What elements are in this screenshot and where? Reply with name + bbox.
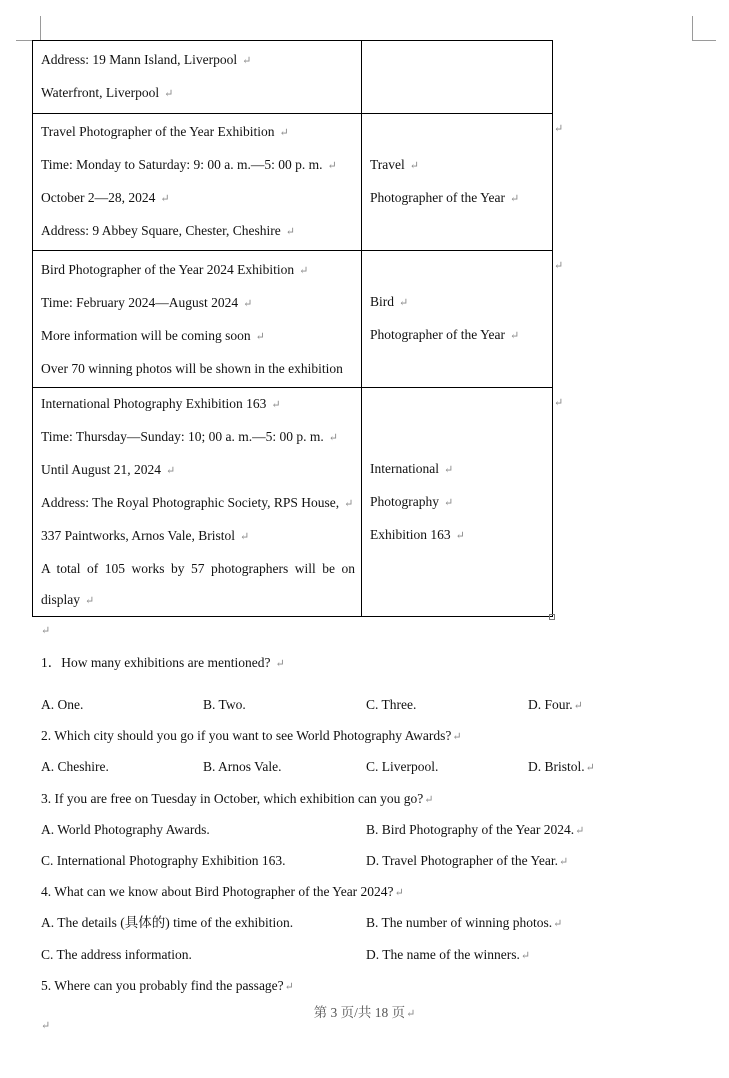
exhibition-info-line: October 2—28, 2024 ↵ — [41, 190, 170, 205]
exhibition-name-line: Travel ↵ — [370, 157, 419, 172]
crop-mark-top-right — [692, 16, 693, 40]
exhibition-info-line: Address: 19 Mann Island, Liverpool ↵ — [41, 52, 252, 67]
row-end-mark: ↵ — [554, 260, 564, 272]
exhibition-info-cell — [33, 41, 362, 113]
exhibition-table — [32, 40, 564, 617]
exhibition-name-line: International ↵ — [370, 460, 454, 476]
page-footer: 第 3 页/共 18 页↵ — [313, 1005, 416, 1020]
exhibition-name-line: Photographer of the Year ↵ — [370, 327, 520, 342]
question-4-stem: 4. What can we know about Bird Photographer of the Year 2024?↵ — [41, 884, 404, 899]
question-3-option-d: D. Travel Photographer of the Year.↵ — [366, 853, 569, 868]
paragraph-mark: ↵ — [41, 1020, 51, 1032]
exhibition-name-cell — [362, 388, 552, 616]
question-2-option-a: A. Cheshire. — [41, 759, 109, 774]
question-2-option-b: B. Arnos Vale. — [203, 759, 282, 774]
exhibition-info-cell — [33, 114, 362, 250]
question-5-stem: 5. Where can you probably find the passage?↵ — [41, 978, 294, 993]
table-row — [33, 387, 564, 616]
question-2-stem: 2. Which city should you go if you want to see World Photography Awards?↵ — [41, 728, 462, 743]
question-4-option-c: C. The address information. — [41, 947, 192, 962]
question-4-option-b: B. The number of winning photos.↵ — [366, 915, 563, 930]
crop-mark-top-right — [692, 40, 716, 41]
exhibition-info-line: Time: February 2024—August 2024 ↵ — [41, 295, 253, 310]
exhibition-info-line: 337 Paintworks, Arnos Vale, Bristol ↵ — [41, 527, 250, 543]
exhibition-name-cell — [362, 41, 552, 113]
page-number: 第 3 页/共 18 页 — [313, 1005, 406, 1020]
exhibition-name-cell — [362, 114, 552, 250]
question-3-option-c: C. International Photography Exhibition 163. — [41, 853, 286, 868]
row-end-mark: ↵ — [554, 397, 564, 409]
exhibition-info-line: Time: Thursday—Sunday: 10; 00 a. m.—5: 00 p. m. ↵ — [41, 428, 338, 444]
question-3-option-b: B. Bird Photography of the Year 2024.↵ — [366, 822, 585, 837]
row-end-mark: ↵ — [554, 123, 564, 135]
paragraph-mark: ↵ — [41, 625, 51, 637]
exhibition-info-line: Until August 21, 2024 ↵ — [41, 461, 176, 477]
question-4-option-d: D. The name of the winners.↵ — [366, 947, 531, 962]
question-1-option-b: B. Two. — [203, 697, 246, 712]
question-1-stem: 1．How many exhibitions are mentioned? ↵ — [41, 655, 285, 670]
exhibition-info-line: Bird Photographer of the Year 2024 Exhibition ↵ — [41, 262, 309, 277]
question-1-option-c: C. Three. — [366, 697, 417, 712]
exhibition-info-cell — [33, 388, 362, 616]
exhibition-info-line: Address: 9 Abbey Square, Chester, Cheshire ↵ — [41, 223, 296, 238]
table-resize-handle[interactable] — [549, 614, 555, 620]
exhibition-name-cell — [362, 251, 552, 387]
exhibition-name-line: Photography ↵ — [370, 493, 454, 509]
exhibition-info-line: Address: The Royal Photographic Society, RPS House, ↵ — [41, 494, 354, 510]
question-1-option-d: D. Four.↵ — [528, 697, 583, 712]
question-4-option-a: A. The details (具体的) time of the exhibition. — [41, 915, 294, 930]
table-row — [33, 250, 564, 387]
table-row — [33, 113, 564, 250]
exhibition-info-line: Time: Monday to Saturday: 9: 00 a. m.—5: 00 p. m. ↵ — [41, 157, 337, 172]
question-2-option-d: D. Bristol.↵ — [528, 759, 595, 774]
exhibition-info-line: A total of 105 works by 57 photographers will be on display ↵ — [41, 560, 355, 607]
exhibition-name-line: Exhibition 163 ↵ — [370, 526, 465, 542]
exhibition-info-line: More information will be coming soon ↵ — [41, 328, 265, 343]
table-row — [33, 41, 552, 113]
exhibition-info-line: Travel Photographer of the Year Exhibition ↵ — [41, 124, 289, 139]
exhibition-info-line: Over 70 winning photos will be shown in the exhibition — [41, 361, 343, 376]
question-3-option-a: A. World Photography Awards. — [41, 822, 210, 837]
exhibition-name-line: Photographer of the Year ↵ — [370, 190, 520, 205]
crop-mark-top-left — [40, 16, 41, 40]
question-2-option-c: C. Liverpool. — [366, 759, 439, 774]
question-1-option-a: A. One. — [41, 697, 84, 712]
exhibition-info-line: International Photography Exhibition 163 ↵ — [41, 395, 281, 411]
exhibition-name-line: Bird ↵ — [370, 294, 409, 309]
exhibition-info-cell — [33, 251, 362, 387]
exhibition-info-line: Waterfront, Liverpool ↵ — [41, 85, 174, 100]
question-3-stem: 3. If you are free on Tuesday in October, which exhibition can you go?↵ — [41, 791, 434, 806]
